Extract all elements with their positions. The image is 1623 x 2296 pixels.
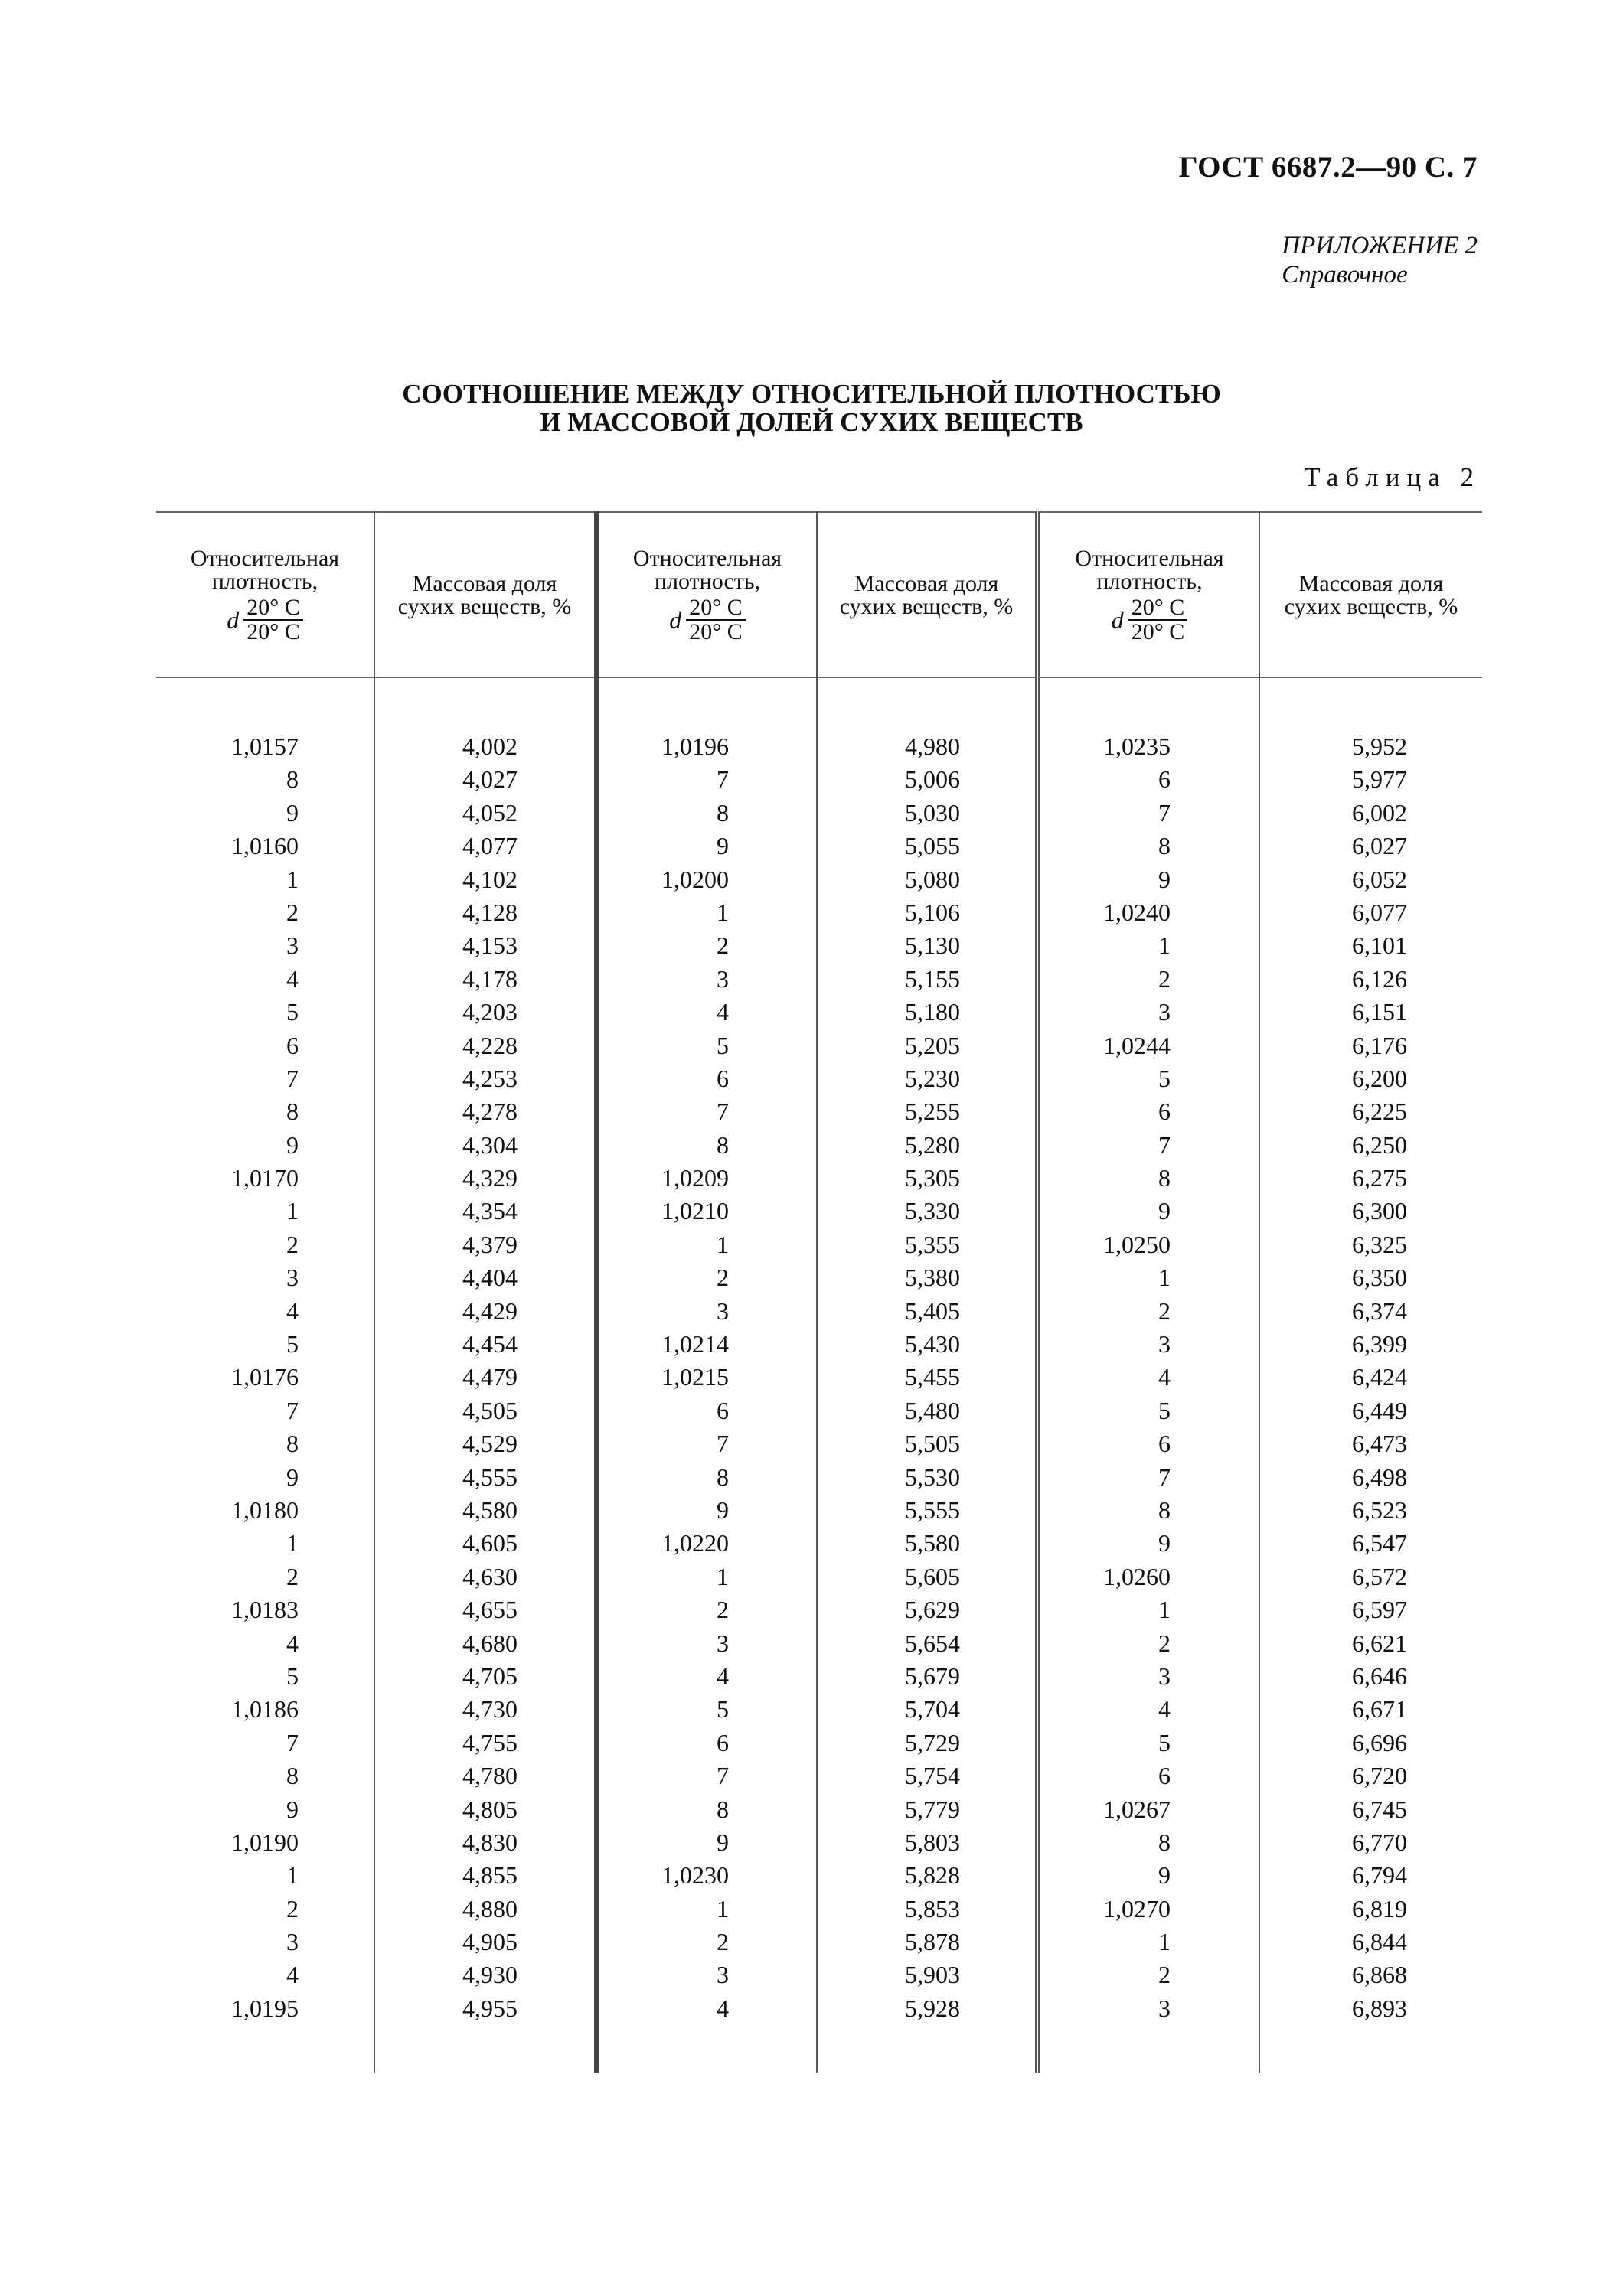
- mass-cell: 5,605: [905, 1562, 960, 1590]
- mass-cell: 6,350: [1352, 1264, 1407, 1292]
- mass-cell: 4,680: [462, 1629, 518, 1657]
- mass-cell: 4,027: [462, 765, 518, 794]
- density-cell: 8: [1158, 1164, 1171, 1192]
- density-cell: 3: [1158, 1994, 1171, 2022]
- density-cell: 7: [717, 1430, 729, 1458]
- density-cell: 7: [1158, 798, 1171, 827]
- mass-cell: 5,480: [905, 1396, 960, 1424]
- mass-cell: 5,405: [905, 1296, 960, 1325]
- density-cell: 5: [717, 1031, 729, 1059]
- mass-column: [375, 730, 518, 2025]
- density-cell: 1: [717, 1894, 729, 1923]
- mass-cell: 5,130: [905, 931, 960, 960]
- mass-cell: 5,106: [905, 898, 960, 926]
- mass-cell: 5,305: [905, 1164, 960, 1192]
- density-cell: 6: [286, 1031, 299, 1059]
- density-cell: 7: [1158, 1130, 1171, 1159]
- density-cell: 1,0200: [661, 865, 729, 893]
- mass-cell: 6,151: [1352, 998, 1407, 1026]
- density-cell: 1,0170: [231, 1164, 299, 1192]
- density-cell: 7: [717, 1097, 729, 1126]
- density-cell: 1,0176: [231, 1363, 299, 1391]
- density-formula: [1112, 596, 1188, 644]
- density-cell: 4: [286, 1296, 299, 1325]
- mass-cell: 6,696: [1352, 1728, 1407, 1756]
- density-cell: 1,0270: [1103, 1894, 1171, 1923]
- density-cell: 8: [1158, 1828, 1171, 1856]
- density-cell: 2: [286, 1894, 299, 1923]
- density-cell: 7: [286, 1064, 299, 1092]
- density-column: [156, 730, 299, 2025]
- density-cell: 1,0160: [231, 832, 299, 860]
- density-cell: 1: [286, 1861, 299, 1890]
- mass-cell: 4,153: [462, 931, 518, 960]
- mass-cell: 6,176: [1352, 1031, 1407, 1059]
- density-cell: 5: [286, 1330, 299, 1358]
- mass-cell: 5,679: [905, 1662, 960, 1690]
- mass-cell: 4,855: [462, 1861, 518, 1890]
- density-cell: 3: [1158, 1662, 1171, 1690]
- density-cell: 2: [286, 1230, 299, 1258]
- fraction-denominator: 20° С: [247, 619, 300, 644]
- mass-cell: 6,200: [1352, 1064, 1407, 1092]
- density-cell: 1,0240: [1103, 898, 1171, 926]
- density-cell: 6: [717, 1396, 729, 1424]
- density-cell: 2: [1158, 1629, 1171, 1657]
- mass-cell: 4,203: [462, 998, 518, 1026]
- mass-cell: 4,505: [462, 1396, 518, 1424]
- mass-cell: 4,580: [462, 1495, 518, 1524]
- mass-cell: 5,280: [905, 1130, 960, 1159]
- density-cell: 1,0196: [661, 732, 729, 760]
- mass-cell: 4,479: [462, 1363, 518, 1391]
- density-cell: 2: [717, 1596, 729, 1624]
- density-cell: 4: [717, 1662, 729, 1690]
- density-cell: 4: [286, 964, 299, 993]
- density-cell: 1,0244: [1103, 1031, 1171, 1059]
- table-label: Таблица 2: [1304, 462, 1481, 492]
- density-cell: 6: [1158, 1762, 1171, 1790]
- mass-cell: 4,705: [462, 1662, 518, 1690]
- mass-cell: 5,754: [905, 1762, 960, 1790]
- density-cell: 4: [1158, 1695, 1171, 1724]
- fraction-denominator: 20° С: [689, 619, 743, 644]
- mass-cell: 4,755: [462, 1728, 518, 1756]
- mass-cell: 4,404: [462, 1264, 518, 1292]
- density-cell: 8: [286, 1430, 299, 1458]
- density-cell: 8: [717, 1463, 729, 1491]
- density-cell: 9: [1158, 865, 1171, 893]
- mass-cell: 4,880: [462, 1894, 518, 1923]
- density-cell: 7: [286, 1728, 299, 1756]
- mass-cell: 5,355: [905, 1230, 960, 1258]
- density-cell: 4: [1158, 1363, 1171, 1391]
- header-density-line2: плотность,: [1096, 569, 1203, 594]
- mass-cell: 6,250: [1352, 1130, 1407, 1159]
- mass-cell: 5,580: [905, 1529, 960, 1557]
- density-cell: 1,0214: [661, 1330, 729, 1358]
- mass-cell: 6,325: [1352, 1230, 1407, 1258]
- mass-cell: 5,704: [905, 1695, 960, 1724]
- density-cell: 6: [1158, 1430, 1171, 1458]
- density-cell: 9: [286, 1795, 299, 1823]
- table-top-rule: [156, 511, 1482, 513]
- density-cell: 2: [286, 1562, 299, 1590]
- mass-cell: 4,980: [905, 732, 960, 760]
- mass-cell: 6,449: [1352, 1396, 1407, 1424]
- density-cell: 1: [1158, 1596, 1171, 1624]
- density-cell: 9: [286, 798, 299, 827]
- mass-cell: 6,547: [1352, 1529, 1407, 1557]
- mass-cell: 4,830: [462, 1828, 518, 1856]
- density-cell: 9: [717, 1495, 729, 1524]
- density-cell: 2: [717, 1928, 729, 1956]
- mass-cell: 6,868: [1352, 1961, 1407, 1989]
- mass-cell: 6,572: [1352, 1562, 1407, 1590]
- density-column: [599, 730, 729, 2025]
- mass-cell: 5,853: [905, 1894, 960, 1923]
- header-mass-line1: Массовая доля: [412, 571, 557, 596]
- mass-cell: 5,828: [905, 1861, 960, 1890]
- mass-cell: 6,424: [1352, 1363, 1407, 1391]
- density-cell: 3: [717, 1629, 729, 1657]
- table-header-rule: [156, 677, 1482, 678]
- mass-cell: 4,655: [462, 1596, 518, 1624]
- appendix-note: Справочное: [1282, 261, 1408, 289]
- density-cell: 5: [286, 998, 299, 1026]
- mass-cell: 5,330: [905, 1197, 960, 1225]
- density-cell: 1,0186: [231, 1695, 299, 1724]
- mass-cell: 6,052: [1352, 865, 1407, 893]
- temperature-fraction: [686, 596, 746, 644]
- density-cell: 8: [717, 798, 729, 827]
- mass-cell: 6,225: [1352, 1097, 1407, 1126]
- density-symbol: d: [669, 606, 682, 634]
- title-line-2: И МАССОВОЙ ДОЛЕЙ СУХИХ ВЕЩЕСТВ: [540, 407, 1083, 437]
- mass-cell: 4,805: [462, 1795, 518, 1823]
- density-cell: 5: [1158, 1728, 1171, 1756]
- temperature-fraction: [1128, 596, 1188, 644]
- mass-cell: 6,770: [1352, 1828, 1407, 1856]
- density-cell: 1: [286, 1529, 299, 1557]
- density-cell: 6: [717, 1728, 729, 1756]
- density-cell: 8: [1158, 832, 1171, 860]
- temperature-fraction: [243, 596, 303, 644]
- mass-column: [1260, 730, 1407, 2025]
- mass-cell: 4,052: [462, 798, 518, 827]
- mass-cell: 5,803: [905, 1828, 960, 1856]
- header-mass-line2: сухих веществ, %: [839, 594, 1014, 619]
- density-cell: 8: [286, 1097, 299, 1126]
- group-divider: [1035, 511, 1040, 2073]
- density-cell: 8: [1158, 1495, 1171, 1524]
- density-cell: 6: [1158, 1097, 1171, 1126]
- header-density-line1: Относительная: [632, 546, 782, 571]
- density-cell: 1,0220: [661, 1529, 729, 1557]
- document-code: ГОСТ 6687.2—90 С. 7: [1178, 151, 1478, 184]
- density-cell: 9: [1158, 1529, 1171, 1557]
- density-cell: 8: [286, 765, 299, 794]
- fraction-numerator: 20° С: [1128, 596, 1188, 621]
- density-cell: 7: [717, 765, 729, 794]
- mass-cell: 4,529: [462, 1430, 518, 1458]
- mass-cell: 6,819: [1352, 1894, 1407, 1923]
- density-cell: 9: [717, 1828, 729, 1856]
- mass-cell: 6,597: [1352, 1596, 1407, 1624]
- density-cell: 4: [717, 1994, 729, 2022]
- mass-cell: 5,430: [905, 1330, 960, 1358]
- density-cell: 1,0209: [661, 1164, 729, 1192]
- header-mass-line2: сухих веществ, %: [397, 594, 572, 619]
- density-cell: 5: [1158, 1064, 1171, 1092]
- density-cell: 2: [1158, 964, 1171, 993]
- density-column: [1040, 730, 1171, 2025]
- mass-cell: 5,205: [905, 1031, 960, 1059]
- density-cell: 9: [1158, 1197, 1171, 1225]
- density-cell: 1,0250: [1103, 1230, 1171, 1258]
- mass-cell: 4,555: [462, 1463, 518, 1491]
- density-cell: 8: [286, 1762, 299, 1790]
- appendix-label: ПРИЛОЖЕНИЕ 2: [1282, 232, 1478, 259]
- mass-cell: 6,794: [1352, 1861, 1407, 1890]
- mass-column: [818, 730, 960, 2025]
- mass-cell: 6,720: [1352, 1762, 1407, 1790]
- mass-cell: 6,126: [1352, 964, 1407, 993]
- mass-cell: 4,379: [462, 1230, 518, 1258]
- density-cell: 1,0183: [231, 1596, 299, 1624]
- mass-cell: 6,473: [1352, 1430, 1407, 1458]
- mass-cell: 5,629: [905, 1596, 960, 1624]
- density-cell: 1: [1158, 931, 1171, 960]
- density-cell: 6: [1158, 765, 1171, 794]
- mass-cell: 4,178: [462, 964, 518, 993]
- density-cell: 9: [286, 1130, 299, 1159]
- density-cell: 1: [1158, 1928, 1171, 1956]
- mass-cell: 6,498: [1352, 1463, 1407, 1491]
- mass-cell: 5,006: [905, 765, 960, 794]
- density-cell: 1,0195: [231, 1994, 299, 2022]
- mass-cell: 6,002: [1352, 798, 1407, 827]
- mass-cell: 4,955: [462, 1994, 518, 2022]
- mass-cell: 4,630: [462, 1562, 518, 1590]
- density-cell: 5: [717, 1695, 729, 1724]
- mass-cell: 5,055: [905, 832, 960, 860]
- density-cell: 9: [1158, 1861, 1171, 1890]
- mass-cell: 6,374: [1352, 1296, 1407, 1325]
- density-cell: 4: [717, 998, 729, 1026]
- density-cell: 3: [1158, 998, 1171, 1026]
- mass-cell: 4,077: [462, 832, 518, 860]
- mass-cell: 5,878: [905, 1928, 960, 1956]
- mass-cell: 5,654: [905, 1629, 960, 1657]
- header-mass-line2: сухих веществ, %: [1284, 594, 1458, 619]
- density-formula: [227, 596, 303, 644]
- mass-cell: 4,905: [462, 1928, 518, 1956]
- density-cell: 8: [717, 1795, 729, 1823]
- density-cell: 4: [286, 1629, 299, 1657]
- header-mass: [1260, 514, 1482, 677]
- mass-cell: 6,523: [1352, 1495, 1407, 1524]
- density-cell: 1: [717, 1562, 729, 1590]
- header-density-line2: плотность,: [654, 569, 761, 594]
- mass-cell: 5,080: [905, 865, 960, 893]
- mass-cell: 5,380: [905, 1264, 960, 1292]
- mass-cell: 6,300: [1352, 1197, 1407, 1225]
- mass-cell: 6,621: [1352, 1629, 1407, 1657]
- density-cell: 2: [717, 1264, 729, 1292]
- mass-cell: 5,903: [905, 1961, 960, 1989]
- density-cell: 5: [286, 1662, 299, 1690]
- density-cell: 1,0210: [661, 1197, 729, 1225]
- density-cell: 1,0267: [1103, 1795, 1171, 1823]
- density-formula: [669, 596, 746, 644]
- density-cell: 1,0157: [231, 732, 299, 760]
- mass-cell: 4,454: [462, 1330, 518, 1358]
- mass-cell: 5,779: [905, 1795, 960, 1823]
- appendix-block: [1282, 231, 1478, 289]
- mass-cell: 6,027: [1352, 832, 1407, 860]
- density-table: [156, 511, 1482, 2073]
- density-cell: 4: [286, 1961, 299, 1989]
- mass-cell: 5,977: [1352, 765, 1407, 794]
- mass-cell: 6,844: [1352, 1928, 1407, 1956]
- fraction-denominator: 20° С: [1131, 619, 1185, 644]
- mass-cell: 4,429: [462, 1296, 518, 1325]
- mass-cell: 6,399: [1352, 1330, 1407, 1358]
- mass-cell: 5,455: [905, 1363, 960, 1391]
- mass-cell: 4,228: [462, 1031, 518, 1059]
- density-cell: 3: [717, 964, 729, 993]
- mass-cell: 4,128: [462, 898, 518, 926]
- mass-cell: 5,952: [1352, 732, 1407, 760]
- fraction-numerator: 20° С: [686, 596, 746, 621]
- density-cell: 8: [717, 1130, 729, 1159]
- header-density: [599, 514, 816, 677]
- mass-cell: 6,077: [1352, 898, 1407, 926]
- mass-cell: 5,555: [905, 1495, 960, 1524]
- mass-cell: 6,275: [1352, 1164, 1407, 1192]
- density-cell: 1: [286, 865, 299, 893]
- mass-cell: 4,930: [462, 1961, 518, 1989]
- mass-cell: 5,729: [905, 1728, 960, 1756]
- density-cell: 1,0235: [1103, 732, 1171, 760]
- density-cell: 2: [1158, 1296, 1171, 1325]
- mass-cell: 5,030: [905, 798, 960, 827]
- density-cell: 3: [286, 1928, 299, 1956]
- density-cell: 2: [1158, 1961, 1171, 1989]
- mass-cell: 6,893: [1352, 1994, 1407, 2022]
- density-cell: 1: [717, 898, 729, 926]
- mass-cell: 6,745: [1352, 1795, 1407, 1823]
- header-density: [156, 514, 374, 677]
- mass-cell: 4,329: [462, 1164, 518, 1192]
- density-cell: 3: [286, 931, 299, 960]
- mass-cell: 6,646: [1352, 1662, 1407, 1690]
- density-cell: 7: [717, 1762, 729, 1790]
- density-cell: 2: [717, 931, 729, 960]
- mass-cell: 5,255: [905, 1097, 960, 1126]
- density-cell: 3: [717, 1961, 729, 1989]
- density-cell: 1,0190: [231, 1828, 299, 1856]
- mass-cell: 6,101: [1352, 931, 1407, 960]
- density-cell: 2: [286, 898, 299, 926]
- header-density-line1: Относительная: [1075, 546, 1224, 571]
- mass-cell: 4,253: [462, 1064, 518, 1092]
- mass-cell: 4,354: [462, 1197, 518, 1225]
- title-line-1: СООТНОШЕНИЕ МЕЖДУ ОТНОСИТЕЛЬНОЙ ПЛОТНОСТЬЮ: [402, 379, 1221, 409]
- mass-cell: 5,230: [905, 1064, 960, 1092]
- header-density-line2: плотность,: [211, 569, 318, 594]
- density-cell: 1: [1158, 1264, 1171, 1292]
- mass-cell: 4,002: [462, 732, 518, 760]
- density-cell: 7: [1158, 1463, 1171, 1491]
- mass-cell: 5,505: [905, 1430, 960, 1458]
- header-density: [1040, 514, 1259, 677]
- density-cell: 3: [286, 1264, 299, 1292]
- mass-cell: 5,180: [905, 998, 960, 1026]
- header-density-line1: Относительная: [190, 546, 340, 571]
- mass-cell: 6,671: [1352, 1695, 1407, 1724]
- density-cell: 1,0180: [231, 1495, 299, 1524]
- density-cell: 1,0215: [661, 1363, 729, 1391]
- density-cell: 9: [286, 1463, 299, 1491]
- density-cell: 1: [286, 1197, 299, 1225]
- density-cell: 9: [717, 832, 729, 860]
- density-cell: 1: [717, 1230, 729, 1258]
- header-mass: [818, 514, 1035, 677]
- mass-cell: 4,605: [462, 1529, 518, 1557]
- mass-cell: 4,278: [462, 1097, 518, 1126]
- mass-cell: 5,928: [905, 1994, 960, 2022]
- header-mass-line1: Массовая доля: [1298, 571, 1444, 596]
- page-title: [0, 380, 1623, 436]
- density-cell: 1,0230: [661, 1861, 729, 1890]
- mass-cell: 4,102: [462, 865, 518, 893]
- mass-cell: 5,155: [905, 964, 960, 993]
- fraction-numerator: 20° С: [243, 596, 303, 621]
- density-symbol: d: [227, 606, 240, 634]
- mass-cell: 4,304: [462, 1130, 518, 1159]
- header-mass-line1: Массовая доля: [854, 571, 999, 596]
- density-cell: 5: [1158, 1396, 1171, 1424]
- density-cell: 7: [286, 1396, 299, 1424]
- density-cell: 1,0260: [1103, 1562, 1171, 1590]
- header-mass: [375, 514, 594, 677]
- density-cell: 3: [717, 1296, 729, 1325]
- mass-cell: 4,730: [462, 1695, 518, 1724]
- mass-cell: 5,530: [905, 1463, 960, 1491]
- mass-cell: 4,780: [462, 1762, 518, 1790]
- density-cell: 3: [1158, 1330, 1171, 1358]
- density-symbol: d: [1111, 606, 1124, 634]
- density-cell: 6: [717, 1064, 729, 1092]
